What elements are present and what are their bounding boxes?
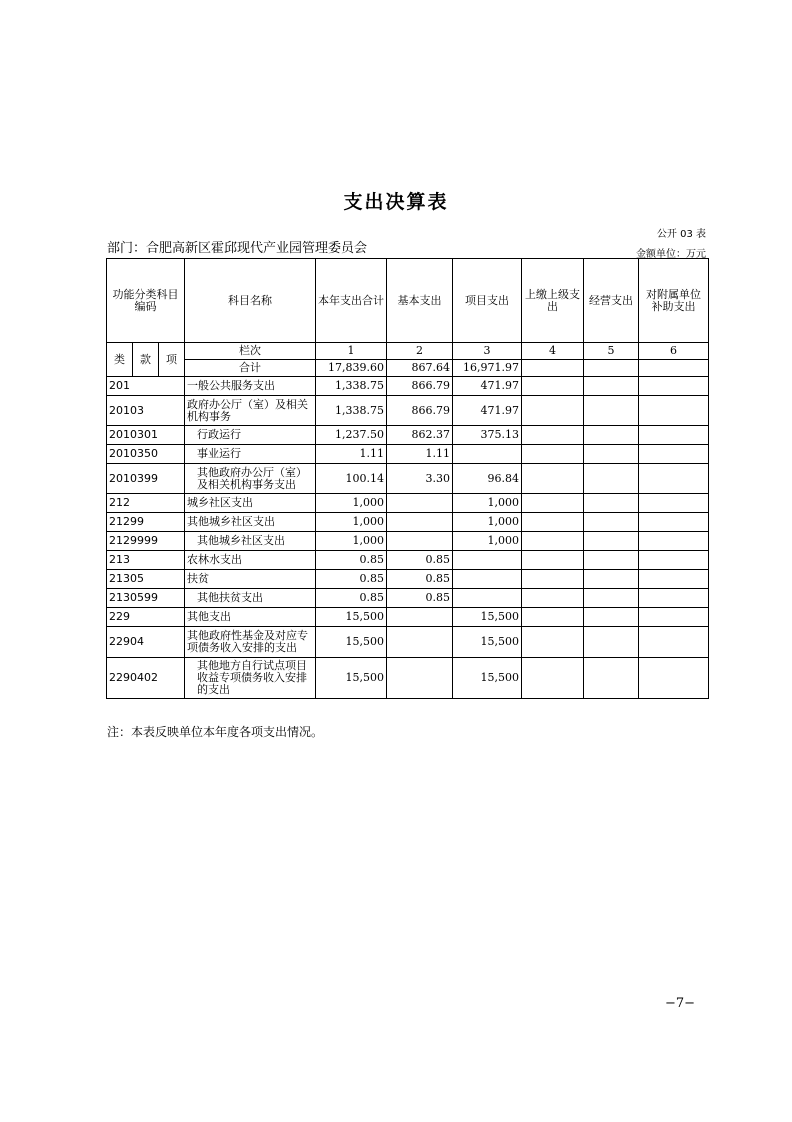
row-code: 229: [107, 608, 185, 627]
row-upper: [522, 570, 584, 589]
row-upper: [522, 377, 584, 396]
row-subsidy: [639, 494, 709, 513]
row-code: 22904: [107, 627, 185, 658]
table-row: [107, 627, 709, 658]
row-project: 375.13: [453, 426, 522, 445]
header-upper: 上缴上级支出: [522, 259, 584, 343]
row-total: 1,000: [316, 494, 387, 513]
row-project: [453, 570, 522, 589]
row-subsidy: [639, 551, 709, 570]
row-subsidy: [639, 513, 709, 532]
row-basic: 3.30: [387, 464, 453, 494]
sum-subsidy: [639, 360, 709, 377]
table-row: [107, 570, 709, 589]
table-row: [107, 658, 709, 699]
header-project: 项目支出: [453, 259, 522, 343]
header-total: 本年支出合计: [316, 259, 387, 343]
row-name: 政府办公厅（室）及相关机构事务: [185, 396, 316, 426]
row-project: 15,500: [453, 627, 522, 658]
row-code: 20103: [107, 396, 185, 426]
unit-label: 金额单位：万元: [636, 249, 706, 260]
col-number-2: 2: [387, 343, 453, 360]
row-basic: [387, 658, 453, 699]
row-subsidy: [639, 396, 709, 426]
row-project: 96.84: [453, 464, 522, 494]
row-name: 行政运行: [185, 426, 316, 445]
row-name: 城乡社区支出: [185, 494, 316, 513]
row-business: [584, 551, 639, 570]
row-basic: 0.85: [387, 551, 453, 570]
row-name: 一般公共服务支出: [185, 377, 316, 396]
row-name: 农林水支出: [185, 551, 316, 570]
header-business: 经营支出: [584, 259, 639, 343]
row-subsidy: [639, 464, 709, 494]
row-project: [453, 551, 522, 570]
row-name: 扶贫: [185, 570, 316, 589]
row-business: [584, 445, 639, 464]
table-row: [107, 426, 709, 445]
row-business: [584, 377, 639, 396]
row-business: [584, 426, 639, 445]
row-business: [584, 532, 639, 551]
row-name: 其他政府性基金及对应专项债务收入安排的支出: [185, 627, 316, 658]
row-basic: [387, 513, 453, 532]
table-row: [107, 589, 709, 608]
row-code: 2290402: [107, 658, 185, 699]
sum-total: 17,839.60: [316, 360, 387, 377]
row-upper: [522, 658, 584, 699]
row-business: [584, 658, 639, 699]
header-basic: 基本支出: [387, 259, 453, 343]
table-row: [107, 551, 709, 570]
header-lanci: 栏次: [185, 343, 316, 360]
sum-row: [107, 360, 709, 377]
sum-label: 合计: [185, 360, 316, 377]
column-number-row: [107, 343, 709, 360]
row-upper: [522, 445, 584, 464]
row-subsidy: [639, 445, 709, 464]
row-business: [584, 464, 639, 494]
row-total: 1,338.75: [316, 396, 387, 426]
row-name: 其他地方自行试点项目收益专项债务收入安排的支出: [185, 658, 316, 699]
row-basic: [387, 627, 453, 658]
row-total: 100.14: [316, 464, 387, 494]
row-upper: [522, 608, 584, 627]
table-row: [107, 396, 709, 426]
col-number-3: 3: [453, 343, 522, 360]
row-business: [584, 494, 639, 513]
header-row: [107, 259, 709, 343]
row-upper: [522, 494, 584, 513]
row-business: [584, 589, 639, 608]
table-row: [107, 464, 709, 494]
row-basic: 866.79: [387, 377, 453, 396]
col-number-5: 5: [584, 343, 639, 360]
row-upper: [522, 551, 584, 570]
document-title: 支出决算表: [343, 191, 449, 213]
row-name: 事业运行: [185, 445, 316, 464]
row-upper: [522, 464, 584, 494]
row-business: [584, 513, 639, 532]
row-business: [584, 570, 639, 589]
row-total: 1,000: [316, 532, 387, 551]
table-row: [107, 445, 709, 464]
row-project: 471.97: [453, 396, 522, 426]
row-name: 其他城乡社区支出: [185, 532, 316, 551]
row-code: 201: [107, 377, 185, 396]
row-project: 471.97: [453, 377, 522, 396]
expenditure-table: [106, 258, 709, 699]
sum-project: 16,971.97: [453, 360, 522, 377]
row-project: 1,000: [453, 513, 522, 532]
table-row: [107, 513, 709, 532]
row-total: 15,500: [316, 658, 387, 699]
table-row: [107, 608, 709, 627]
department-label: 部门：合肥高新区霍邱现代产业园管理委员会: [107, 241, 368, 256]
row-total: 1.11: [316, 445, 387, 464]
row-upper: [522, 426, 584, 445]
row-project: 15,500: [453, 608, 522, 627]
row-basic: 866.79: [387, 396, 453, 426]
form-number: 公开 03 表: [656, 229, 706, 240]
row-basic: [387, 532, 453, 551]
col-number-4: 4: [522, 343, 584, 360]
row-subsidy: [639, 627, 709, 658]
row-name: 其他城乡社区支出: [185, 513, 316, 532]
header-lei: 类: [107, 343, 133, 377]
header-subject-name: 科目名称: [185, 259, 316, 343]
table-note: 注：本表反映单位本年度各项支出情况。: [107, 725, 324, 739]
row-basic: [387, 608, 453, 627]
col-number-1: 1: [316, 343, 387, 360]
row-upper: [522, 589, 584, 608]
table-row: [107, 494, 709, 513]
header-subsidy: 对附属单位补助支出: [639, 259, 709, 343]
row-business: [584, 608, 639, 627]
header-xiang: 项: [159, 343, 185, 377]
row-business: [584, 627, 639, 658]
row-name: 其他政府办公厅（室）及相关机构事务支出: [185, 464, 316, 494]
row-total: 15,500: [316, 627, 387, 658]
row-total: 0.85: [316, 570, 387, 589]
row-project: [453, 445, 522, 464]
row-subsidy: [639, 570, 709, 589]
row-project: 1,000: [453, 532, 522, 551]
row-total: 0.85: [316, 551, 387, 570]
sum-business: [584, 360, 639, 377]
header-func-code: 功能分类科目编码: [107, 259, 185, 343]
sum-basic: 867.64: [387, 360, 453, 377]
row-basic: 0.85: [387, 589, 453, 608]
row-upper: [522, 532, 584, 551]
row-code: 21305: [107, 570, 185, 589]
row-code: 213: [107, 551, 185, 570]
row-total: 1,237.50: [316, 426, 387, 445]
row-code: 212: [107, 494, 185, 513]
row-code: 2130599: [107, 589, 185, 608]
row-code: 2129999: [107, 532, 185, 551]
header-kuan: 款: [133, 343, 159, 377]
row-upper: [522, 396, 584, 426]
row-subsidy: [639, 532, 709, 551]
row-total: 1,338.75: [316, 377, 387, 396]
row-basic: 862.37: [387, 426, 453, 445]
row-business: [584, 396, 639, 426]
row-subsidy: [639, 426, 709, 445]
row-subsidy: [639, 589, 709, 608]
sum-upper: [522, 360, 584, 377]
row-upper: [522, 627, 584, 658]
row-subsidy: [639, 658, 709, 699]
row-total: 1,000: [316, 513, 387, 532]
table-row: [107, 377, 709, 396]
row-project: 1,000: [453, 494, 522, 513]
row-subsidy: [639, 608, 709, 627]
row-code: 2010301: [107, 426, 185, 445]
row-subsidy: [639, 377, 709, 396]
col-number-6: 6: [639, 343, 709, 360]
table-row: [107, 532, 709, 551]
row-project: [453, 589, 522, 608]
row-basic: 1.11: [387, 445, 453, 464]
row-code: 21299: [107, 513, 185, 532]
row-code: 2010350: [107, 445, 185, 464]
row-name: 其他扶贫支出: [185, 589, 316, 608]
row-total: 0.85: [316, 589, 387, 608]
row-basic: 0.85: [387, 570, 453, 589]
row-upper: [522, 513, 584, 532]
row-name: 其他支出: [185, 608, 316, 627]
row-code: 2010399: [107, 464, 185, 494]
row-project: 15,500: [453, 658, 522, 699]
page-number: −7−: [665, 996, 696, 1011]
row-basic: [387, 494, 453, 513]
row-total: 15,500: [316, 608, 387, 627]
